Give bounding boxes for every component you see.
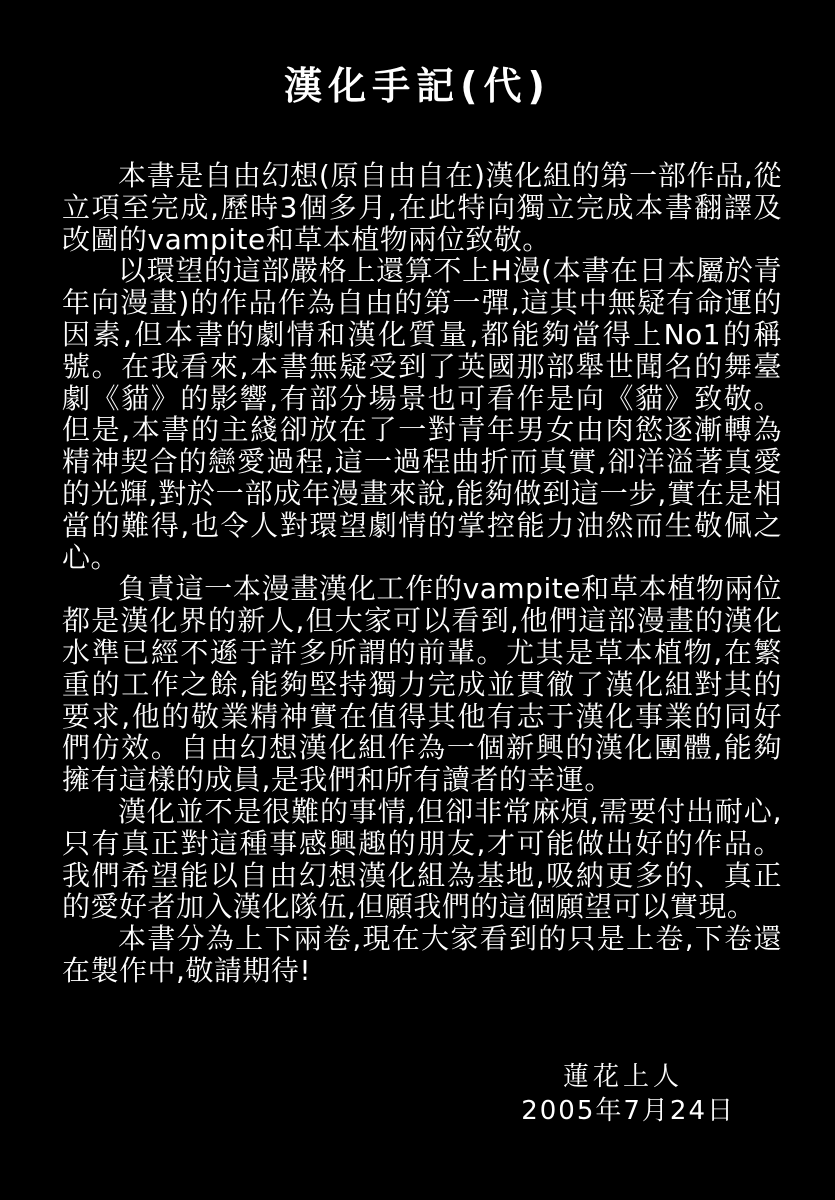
paragraph-4: 漢化並不是很難的事情,但卻非常麻煩,需要付出耐心,只有真正對這種事感興趣的朋友,才可能做出好的作品。我們希望能以自由幻想漢化組為基地,吸納更多的、真正的愛好者加入漢化隊伍,但願我們的這個願望可以實現。 bbox=[62, 794, 782, 924]
body-text bbox=[62, 160, 782, 987]
paragraph-2: 以環望的這部嚴格上還算不上H漫(本書在日本屬於青年向漫畫)的作品作為自由的第一彈,這其中無疑有命運的因素,但本書的劇情和漢化質量,都能夠當得上No1的稱號。在我看來,本書無疑受到了英國那部舉世聞名的舞臺劇《貓》的影響,有部分場景也可看作是向《貓》致敬。但是,本書的主綫卻放在了一對青年男女由肉慾逐漸轉為精神契合的戀愛過程,這一過程曲折而真實,卻洋溢著真愛的光輝,對於一部成年漫畫來說,能夠做到這一步,實在是相當的難得,也令人對環望劇情的掌控能力油然而生敬佩之心。 bbox=[62, 254, 782, 574]
paragraph-3: 負責這一本漫畫漢化工作的vampite和草本植物兩位都是漢化界的新人,但大家可以看到,他們這部漫畫的漢化水準已經不遜于許多所謂的前輩。尤其是草本植物,在繁重的工作之餘,能夠堅持獨力完成並貫徹了漢化組對其的要求,他的敬業精神實在值得其他有志于漢化事業的同好們仿效。自由幻想漢化組作為一個新興的漢化團體,能夠擁有這樣的成員,是我們和所有讀者的幸運。 bbox=[62, 572, 782, 797]
paragraph-5: 本書分為上下兩卷,現在大家看到的只是上卷,下卷還在製作中,敬請期待! bbox=[62, 922, 782, 987]
signature-block bbox=[521, 1060, 735, 1128]
paragraph-1: 本書是自由幻想(原自由自在)漢化組的第一部作品,從立項至完成,歷時3個多月,在此特向獨立完成本書翻譯及改圖的vampite和草本植物兩位致敬。 bbox=[62, 159, 782, 256]
signature-name: 蓮花上人 bbox=[562, 1062, 683, 1092]
page-title: 漢化手記(代) bbox=[284, 64, 551, 108]
signature-date: 2005年7月24日 bbox=[521, 1096, 735, 1126]
